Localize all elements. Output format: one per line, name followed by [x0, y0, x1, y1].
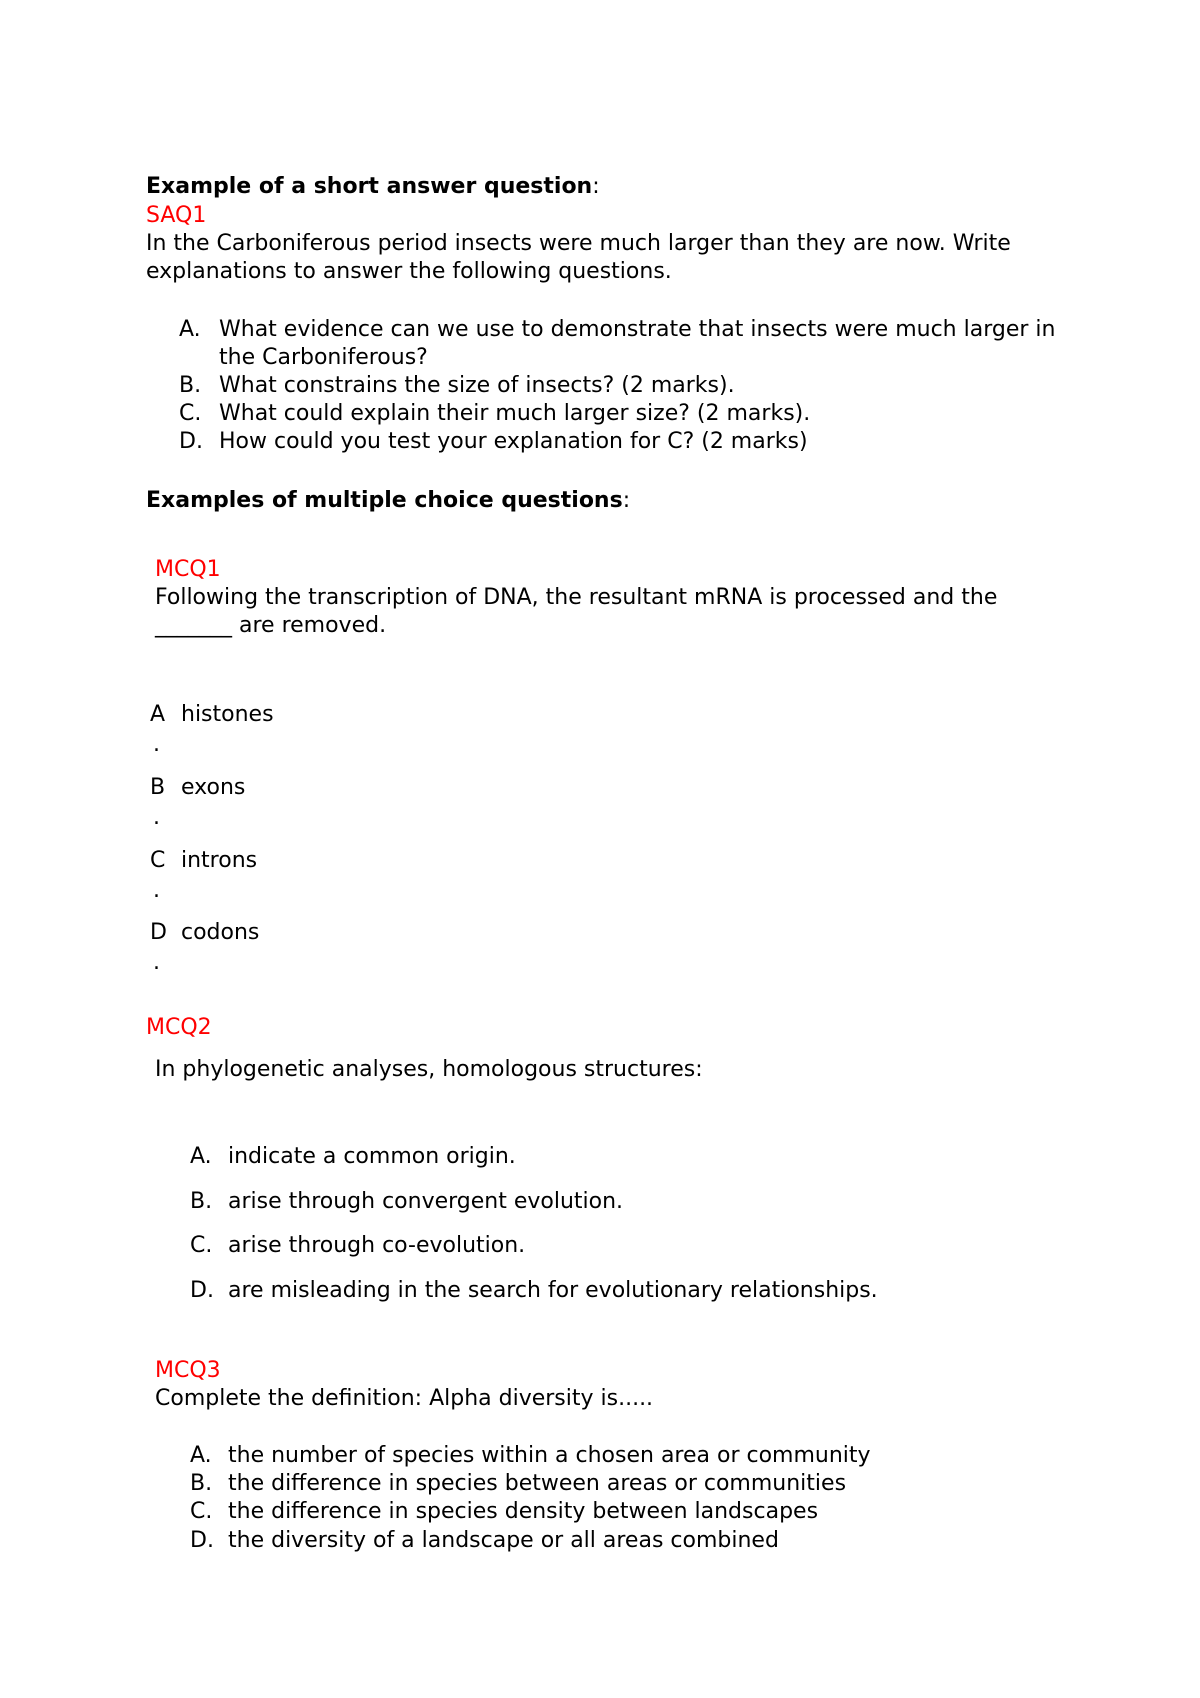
saq-heading [146, 174, 600, 199]
mcq2-option-d-letter: D. [190, 1278, 214, 1303]
mcq3-option-c-text: the difference in species density between landscapes [228, 1499, 819, 1524]
saq-heading-colon: : [592, 174, 600, 199]
mcq2-option-d-text: are misleading in the search for evolutionary relationships. [228, 1278, 878, 1303]
mcq3-label: MCQ3 [155, 1358, 221, 1383]
saq-item-a-letter: A. [179, 317, 201, 342]
saq-item-d-letter: D. [179, 429, 203, 454]
mcq1-option-b-dot: . [153, 805, 160, 830]
mcq1-question-line1: Following the transcription of DNA, the resultant mRNA is processed and the [155, 585, 998, 610]
mcq1-option-d-letter: D [150, 920, 167, 945]
saq-intro-line2: explanations to answer the following questions. [146, 259, 672, 284]
mcq-heading-bold: Examples of multiple choice questions [146, 488, 623, 513]
mcq2-option-a-text: indicate a common origin. [228, 1144, 516, 1169]
mcq2-option-a-letter: A. [190, 1144, 212, 1169]
mcq3-option-c-letter: C. [190, 1499, 213, 1524]
mcq2-option-b-letter: B. [190, 1189, 213, 1214]
mcq1-option-c-text: introns [181, 848, 258, 873]
mcq1-option-d-text: codons [181, 920, 260, 945]
saq-label: SAQ1 [146, 203, 207, 228]
mcq1-option-b-letter: B [150, 775, 166, 800]
mcq1-option-a-dot: . [153, 732, 160, 757]
mcq1-option-b-text: exons [181, 775, 246, 800]
mcq3-option-b-text: the difference in species between areas or communities [228, 1471, 847, 1496]
mcq3-option-b-letter: B. [190, 1471, 213, 1496]
mcq1-label: MCQ1 [155, 557, 221, 582]
saq-item-d-text: How could you test your explanation for C? (2 marks) [219, 429, 808, 454]
mcq1-option-a-text: histones [181, 702, 274, 727]
mcq1-question-line2: _______ are removed. [155, 613, 387, 638]
mcq3-option-d-letter: D. [190, 1528, 214, 1553]
mcq1-option-a-letter: A [150, 702, 166, 727]
mcq2-option-b-text: arise through convergent evolution. [228, 1189, 624, 1214]
mcq2-label: MCQ2 [146, 1015, 212, 1040]
mcq1-option-d-dot: . [153, 950, 160, 975]
mcq3-option-a-text: the number of species within a chosen area or community [228, 1443, 871, 1468]
saq-item-c-text: What could explain their much larger size? (2 marks). [219, 401, 811, 426]
mcq-heading [146, 488, 630, 513]
mcq2-option-c-letter: C. [190, 1233, 213, 1258]
mcq2-question: In phylogenetic analyses, homologous structures: [155, 1057, 703, 1082]
mcq-heading-colon: : [622, 488, 631, 513]
saq-intro-line1: In the Carboniferous period insects were much larger than they are now. Write [146, 231, 1011, 256]
saq-heading-bold: Example of a short answer question [146, 174, 593, 199]
saq-item-b-letter: B. [179, 373, 202, 398]
saq-item-c-letter: C. [179, 401, 202, 426]
mcq3-option-a-letter: A. [190, 1443, 212, 1468]
mcq3-option-d-text: the diversity of a landscape or all areas combined [228, 1528, 779, 1553]
saq-item-a-line2: the Carboniferous? [219, 345, 428, 370]
saq-item-a-line1: What evidence can we use to demonstrate that insects were much larger in [219, 317, 1056, 342]
mcq1-option-c-letter: C [150, 848, 166, 873]
mcq2-option-c-text: arise through co-evolution. [228, 1233, 526, 1258]
mcq1-option-c-dot: . [153, 878, 160, 903]
mcq3-question: Complete the definition: Alpha diversity is..... [155, 1386, 654, 1411]
saq-item-b-text: What constrains the size of insects? (2 marks). [219, 373, 735, 398]
